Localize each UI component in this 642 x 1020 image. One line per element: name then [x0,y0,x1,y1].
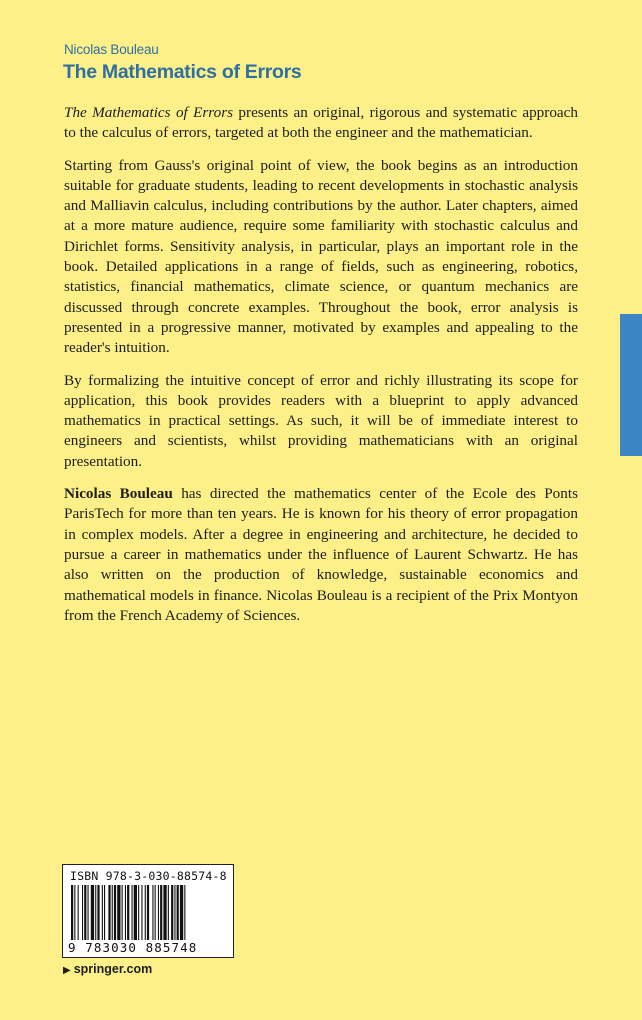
arrow-icon: ▶ [63,965,71,976]
barcode-stripe [145,885,146,943]
barcode-stripe [147,885,149,943]
author-bio [64,484,578,626]
barcode-stripe [127,885,129,943]
bio-name-bold: Nicolas Bouleau [64,485,173,503]
barcode-stripe [177,885,179,943]
description-paragraph-1 [64,103,578,144]
barcode-stripe [163,885,166,943]
barcode-stripe [82,885,83,943]
barcode-stripe [91,885,94,943]
barcode-stripe [78,885,79,943]
barcode-stripe [160,885,162,943]
barcode-stripe [122,885,123,943]
isbn-label: ISBN 978-3-030-88574-8 [70,869,227,883]
publisher-link[interactable] [63,962,152,976]
barcode-stripe [168,885,169,943]
barcode-stripe [108,885,110,943]
description-title-italic: The Mathematics of Errors [64,104,234,121]
barcode-stripe [152,885,153,943]
barcode-stripe [171,885,173,943]
description-paragraph-2: Starting from Gauss's original point of view, the book begins as an introduction suitable for graduate students, leading to recent developments in stochastic analysis and Malliavin calculus, including contributions by the author. Later chapters, aimed at a more mature audience, require some familiarity with stochastic calculus and Dirichlet forms. Sensitivity analysis, in particular, plays an important role in the book. Detailed applications in a range of fields, such as engineering, robotics, statistics, financial mathematics, climate science, or quantum mechanics are discussed through concrete examples. Throughout the book, error analysis is presented in a progressive manner, motivated by examples and appealing to the reader's intuition. [64,156,578,357]
barcode-stripe [112,885,113,943]
barcode-stripe [104,885,105,943]
publisher-url: springer.com [73,962,153,976]
barcode-stripe [97,885,99,943]
barcode-stripe [74,885,75,943]
barcode-stripe [132,885,133,943]
barcode-stripe [141,885,142,943]
side-color-tab [620,314,642,456]
barcode-stripe [134,885,137,943]
barcode-box [62,864,234,958]
barcode-bars [71,885,227,943]
barcode-stripe [114,885,116,943]
barcode-stripe [155,885,156,943]
barcode-stripe [180,885,183,943]
description-p1-text: presents an original, rigorous and systematic approach to the calculus of errors, targeted at both the engineer and the mathematician. [64,104,578,142]
barcode-stripe [158,885,159,943]
back-cover-text [64,103,578,638]
barcode-digits: 9 783030 885748 [68,940,198,955]
description-paragraph-3: By formalizing the intuitive concept of error and richly illustrating its scope for application, this book provides readers with a blueprint to apply advanced mathematics in practical settings. As such, it will be of immediate interest to engineers and scientists, whilst providing mathematicians with an original presentation. [64,371,578,470]
bio-text: has directed the mathematics center of the Ecole des Ponts ParisTech for more than ten years. He is known for his theory of error propagation in complex models. After a degree in engineering and architecture, he decided to pursue a career in mathematics under the influence of Laurent Schwartz. He has also written on the production of knowledge, sustainable economics and mathematical models in finance. Nicolas Bouleau is a recipient of the Prix Montyon from the French Academy of Sciences. [64,485,579,624]
barcode-stripe [138,885,139,943]
barcode-stripe [95,885,96,943]
barcode-stripe [184,885,185,943]
book-title: The Mathematics of Errors [63,61,302,83]
barcode-stripe [125,885,126,943]
barcode-stripe [88,885,89,943]
barcode-stripe [102,885,103,943]
author-name: Nicolas Bouleau [64,42,159,57]
barcode-stripe [174,885,175,943]
barcode-stripe [84,885,86,943]
barcode-stripe [71,885,73,943]
barcode-stripe [117,885,120,943]
